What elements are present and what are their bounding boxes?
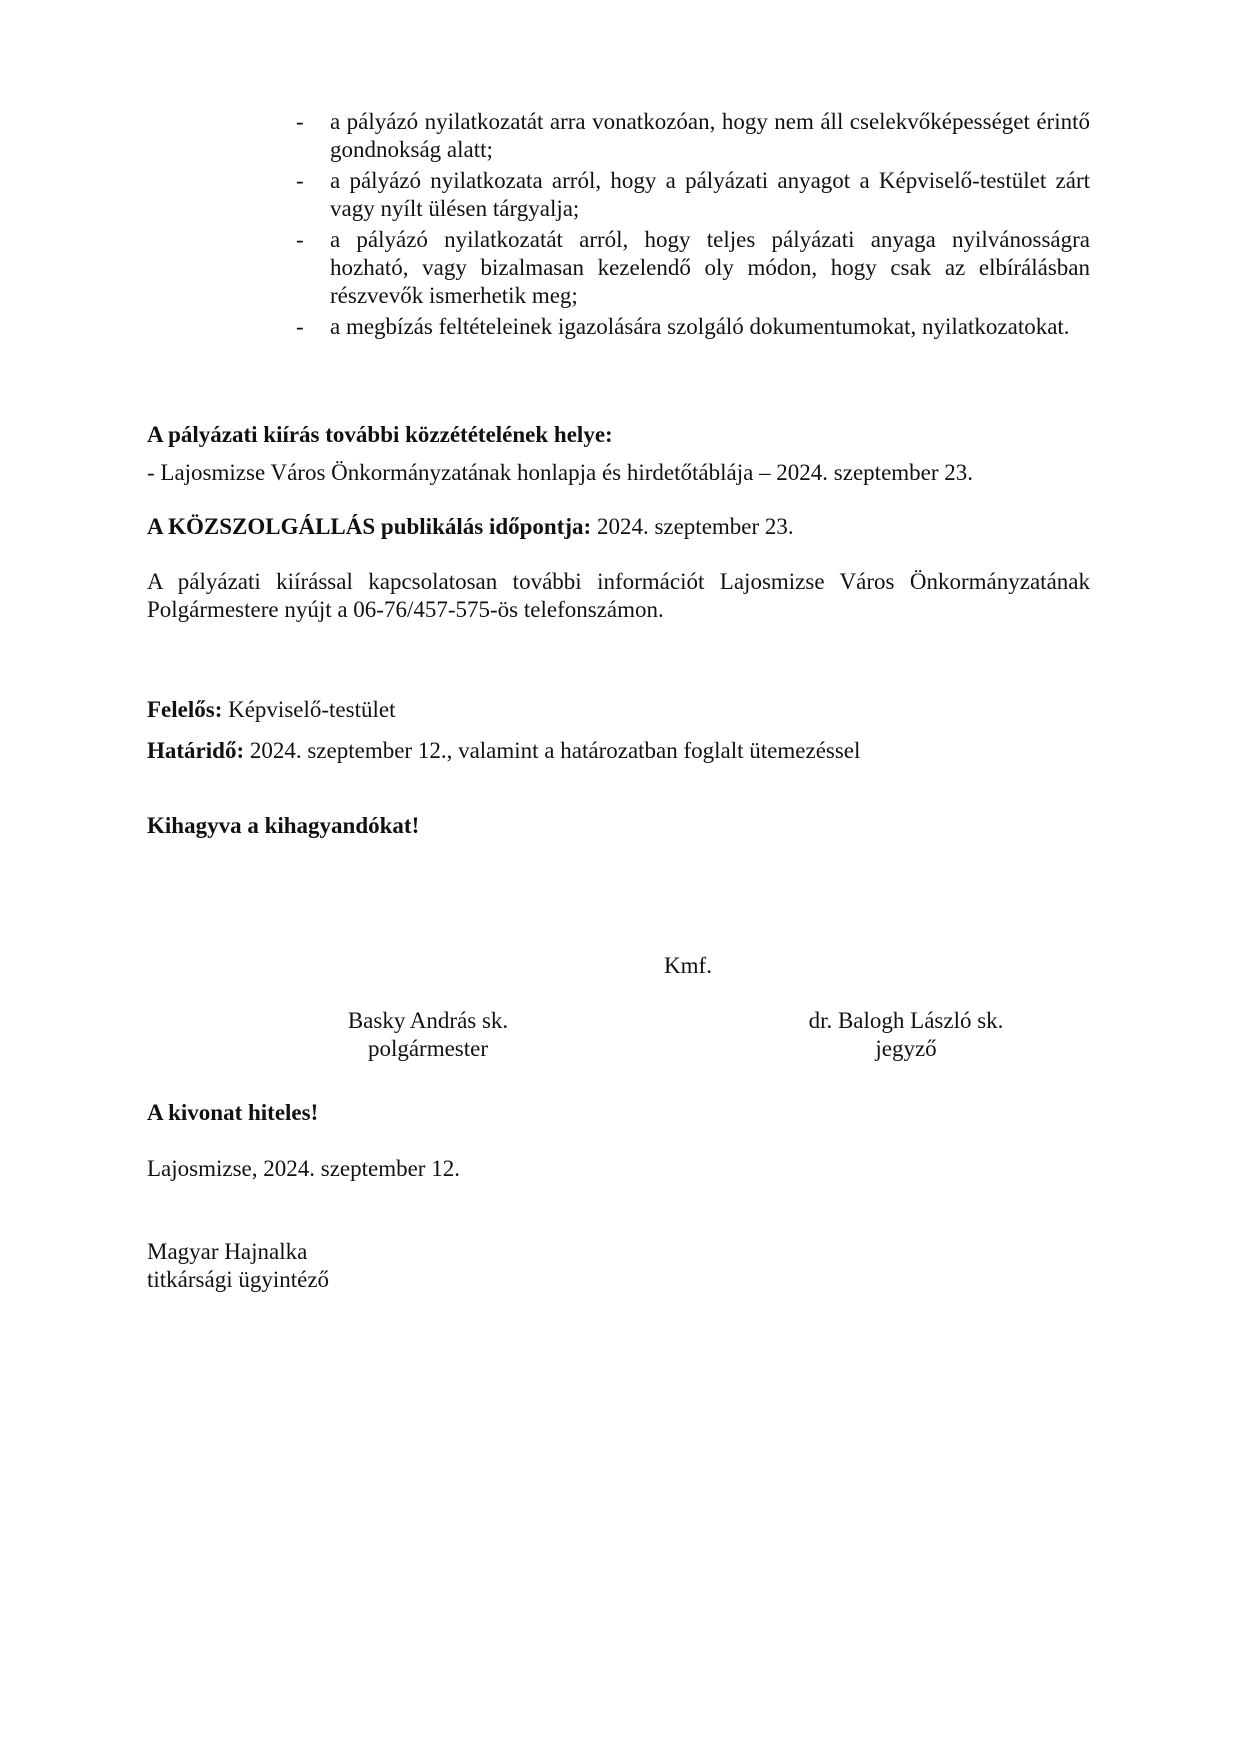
list-item (296, 226, 1090, 310)
list-dash: - (296, 109, 304, 134)
list-dash: - (296, 227, 304, 252)
clerk-name: Magyar Hajnalka (147, 1239, 308, 1264)
deadline-label: Határidő: (147, 738, 245, 763)
list-item-text: a pályázó nyilatkozatát arra vonatkozóan, hogy nem áll cselekvőképességet érintő gondnokság alatt; (330, 109, 1090, 162)
list-item (296, 108, 1090, 164)
responsible-line (147, 696, 1090, 724)
signature-left (228, 1007, 628, 1063)
signature-right-title: jegyző (875, 1036, 937, 1061)
list-item-text: a megbízás feltételeinek igazolására szolgáló dokumentumokat, nyilatkozatokat. (330, 314, 1070, 339)
list-dash: - (296, 168, 304, 193)
list-item-text: a pályázó nyilatkozata arról, hogy a pályázati anyagot a Képviselő-testület zárt vagy nyílt ülésen tárgyalja; (330, 168, 1090, 221)
clerk-title: titkársági ügyintéző (147, 1267, 330, 1292)
place-date: Lajosmizse, 2024. szeptember 12. (147, 1156, 460, 1181)
kozszolgalas-date (147, 513, 1090, 541)
list-dash: - (296, 314, 304, 339)
requirements-list (296, 108, 1090, 344)
omitted-note: Kihagyva a kihagyandókat! (147, 813, 420, 838)
list-item-text: a pályázó nyilatkozatát arról, hogy teljes pályázati anyaga nyilvánosságra hozható, vagy bizalmasan kezelendő oly módon, hogy csak az elbírálásban részvevők ismerhetik meg; (330, 227, 1090, 308)
kmf-label: Kmf. (664, 953, 712, 978)
signature-right (706, 1007, 1106, 1063)
deadline-line (147, 737, 1090, 765)
authentic-note: A kivonat hiteles! (147, 1100, 319, 1125)
list-item (296, 167, 1090, 223)
kozszolgalas-label: A KÖZSZOLGÁLLÁS publikálás időpontja: (147, 514, 592, 539)
signature-left-title: polgármester (367, 1036, 489, 1061)
publication-heading: A pályázati kiírás további közzétételének helye: (147, 422, 613, 447)
info-paragraph: A pályázati kiírással kapcsolatosan további információt Lajosmizse Város Önkormányzatának Polgármestere nyújt a 06-76/457-575-ös telefonszámon. (147, 569, 1090, 622)
publication-line: - Lajosmizse Város Önkormányzatának honlapja és hirdetőtáblája – 2024. szeptember 23. (147, 460, 974, 485)
signature-left-name: Basky András sk. (347, 1008, 509, 1033)
list-item (296, 313, 1090, 341)
responsible-value: Képviselő-testület (222, 697, 396, 722)
responsible-label: Felelős: (147, 697, 223, 722)
signature-right-name: dr. Balogh László sk. (808, 1008, 1004, 1033)
deadline-value: 2024. szeptember 12., valamint a határozatban foglalt ütemezéssel (244, 738, 861, 763)
clerk-block (147, 1238, 1090, 1294)
kozszolgalas-value: 2024. szeptember 23. (591, 514, 794, 539)
